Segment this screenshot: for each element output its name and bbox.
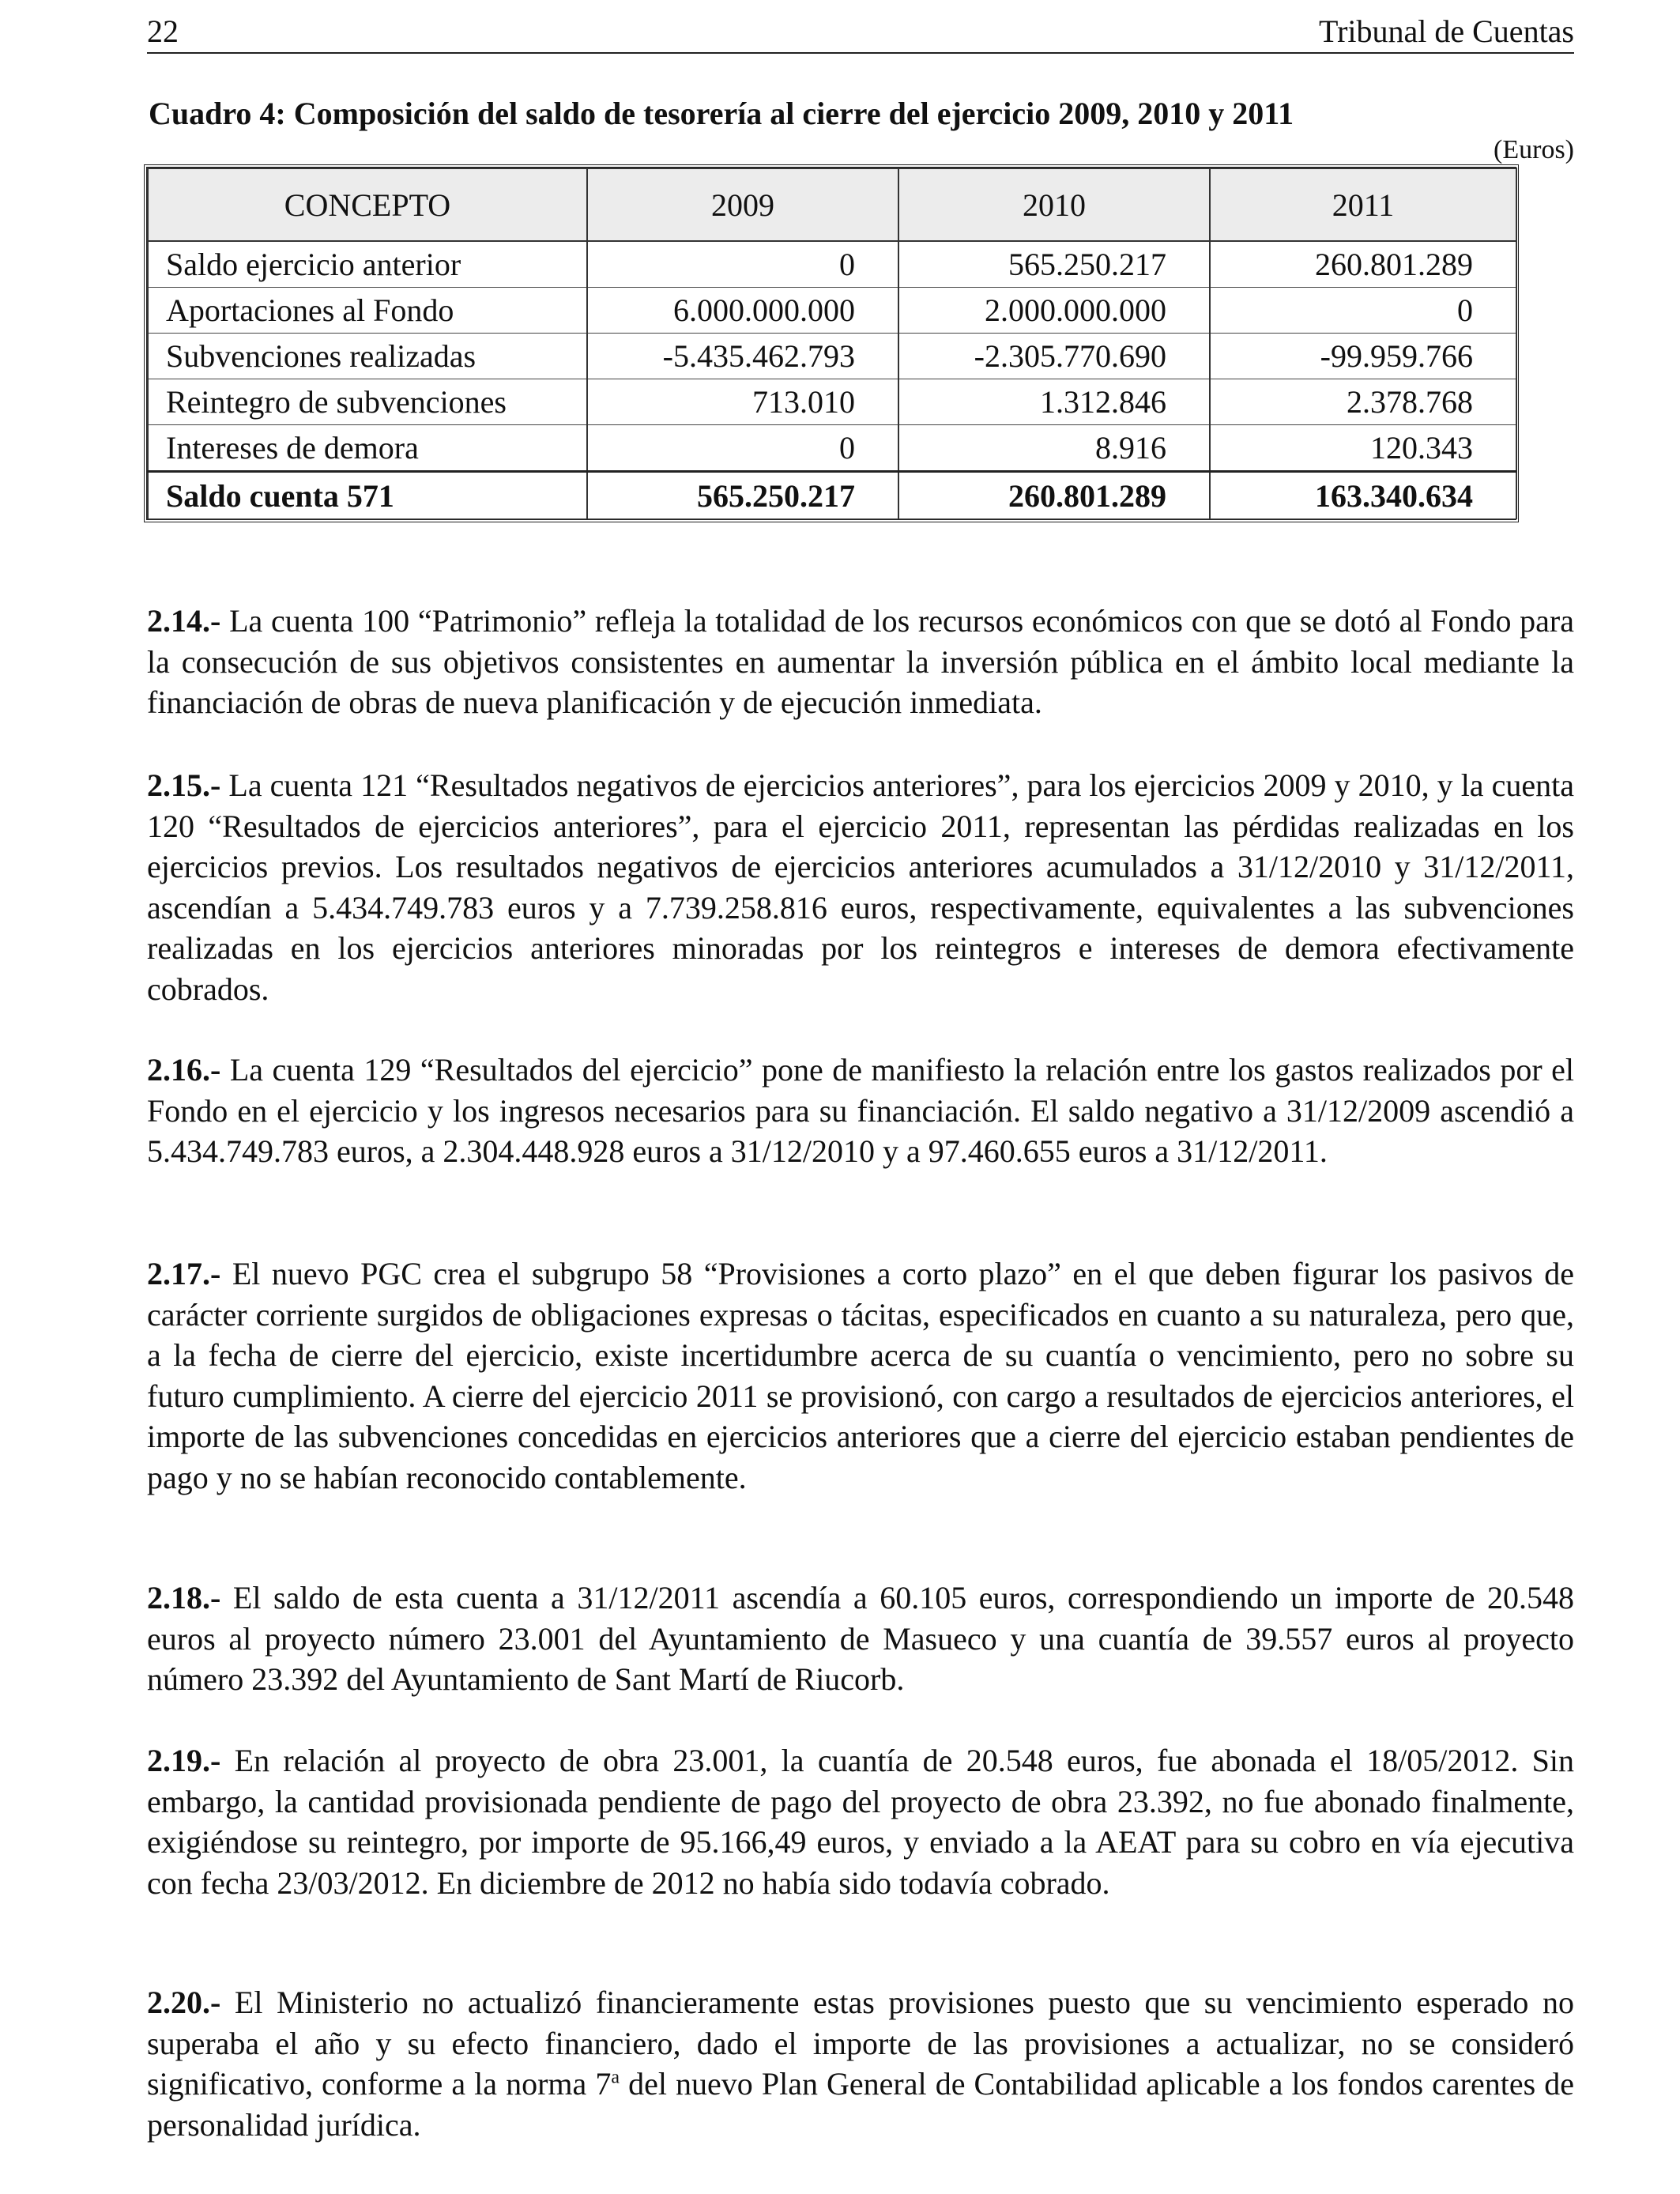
total-2010: 260.801.289 <box>898 472 1210 519</box>
total-2011: 163.340.634 <box>1210 472 1516 519</box>
row-label: Saldo ejercicio anterior <box>148 241 587 288</box>
treasury-balance-table <box>147 168 1517 519</box>
cell-2009: 6.000.000.000 <box>587 288 898 334</box>
cell-2011: 120.343 <box>1210 425 1516 472</box>
page-header <box>147 11 1574 54</box>
row-label: Aportaciones al Fondo <box>148 288 587 334</box>
cell-2010: -2.305.770.690 <box>898 334 1210 379</box>
column-header-concepto: CONCEPTO <box>148 168 587 241</box>
running-header-title: Tribunal de Cuentas <box>1319 13 1574 49</box>
cell-2011: 0 <box>1210 288 1516 334</box>
table-caption: Cuadro 4: Composición del saldo de tesorería al cierre del ejercicio 2009, 2010 y 2011 <box>149 96 1294 131</box>
table-row <box>148 425 1516 472</box>
paragraph-number: 2.15.- <box>147 767 221 803</box>
treasury-table-frame <box>144 164 1519 522</box>
paragraph-number: 2.17.- <box>147 1256 221 1291</box>
cell-2010: 8.916 <box>898 425 1210 472</box>
cell-2010: 2.000.000.000 <box>898 288 1210 334</box>
cell-2009: 0 <box>587 241 898 288</box>
cell-2009: 0 <box>587 425 898 472</box>
paragraph-2-16 <box>147 1050 1574 1172</box>
total-2009: 565.250.217 <box>587 472 898 519</box>
row-label: Subvenciones realizadas <box>148 334 587 379</box>
cell-2010: 1.312.846 <box>898 379 1210 425</box>
paragraph-text: La cuenta 100 “Patrimonio” refleja la totalidad de los recursos económicos con que se dotó al Fondo para la consecución de sus objetivos consistentes en aumentar la inversión pública en el ámbito local mediante la financiación de obras de nueva planificación y de ejecución inmediata. <box>147 603 1574 720</box>
paragraph-number: 2.19.- <box>147 1743 221 1778</box>
paragraph-2-17 <box>147 1253 1574 1498</box>
cell-2009: -5.435.462.793 <box>587 334 898 379</box>
cell-2011: 260.801.289 <box>1210 241 1516 288</box>
paragraph-text-continued: del nuevo Plan General de Contabilidad aplicable a los fondos carentes de personalidad jurídica. <box>147 2066 1575 2143</box>
cell-2010: 565.250.217 <box>898 241 1210 288</box>
total-label: Saldo cuenta 571 <box>148 472 587 519</box>
paragraph-2-18 <box>147 1578 1574 1700</box>
cell-2011: 2.378.768 <box>1210 379 1516 425</box>
cell-2011: -99.959.766 <box>1210 334 1516 379</box>
row-label: Reintegro de subvenciones <box>148 379 587 425</box>
table-header-row <box>148 168 1516 241</box>
row-label: Intereses de demora <box>148 425 587 472</box>
column-header-2009: 2009 <box>587 168 898 241</box>
paragraph-text: La cuenta 121 “Resultados negativos de ejercicios anteriores”, para los ejercicios 2009 y 2010, y la cuenta 120 “Resultados de ejercicios anteriores”, para el ejercicio 2011, representan las pérdidas realizadas en los ejercicios previos. Los resultados negativos de ejercicios anteriores acumulados a 31/12/2010 y 31/12/2011, ascendían a 5.434.749.783 euros y a 7.739.258.816 euros, respectivamente, equivalentes a las subvenciones realizadas en los ejercicios anteriores minoradas por los reintegros e intereses de demora efectivamente cobrados. <box>147 767 1574 1007</box>
paragraph-2-15 <box>147 765 1574 1009</box>
paragraph-number: 2.14.- <box>147 603 221 639</box>
table-total-row <box>148 472 1516 519</box>
paragraph-2-19 <box>147 1740 1574 1903</box>
superscript: a <box>611 2067 620 2088</box>
paragraph-2-20 <box>147 1982 1574 2145</box>
paragraph-number: 2.18.- <box>147 1580 221 1615</box>
table-row <box>148 288 1516 334</box>
table-row <box>148 241 1516 288</box>
cell-2009: 713.010 <box>587 379 898 425</box>
page-number: 22 <box>147 13 179 49</box>
table-units: (Euros) <box>1494 135 1574 164</box>
paragraph-text: El Ministerio no actualizó financieramente estas provisiones puesto que su vencimiento esperado no superaba el año y su efecto financiero, dado el importe de las provisiones a actualizar, no se consideró significativo, conforme a la norma 7 <box>147 1985 1575 2102</box>
column-header-2011: 2011 <box>1210 168 1516 241</box>
table-row <box>148 379 1516 425</box>
paragraph-text: El nuevo PGC crea el subgrupo 58 “Provisiones a corto plazo” en el que deben figurar los pasivos de carácter corriente surgidos de obligaciones expresas o tácitas, especificados en cuanto a su naturaleza, pero que, a la fecha de cierre del ejercicio, existe incertidumbre acerca de su cuantía o vencimiento, pero no sobre su futuro cumplimiento. A cierre del ejercicio 2011 se provisionó, con cargo a resultados de ejercicios anteriores, el importe de las subvenciones concedidas en ejercicios anteriores que a cierre del ejercicio estaban pendientes de pago y no se habían reconocido contablemente. <box>147 1256 1575 1495</box>
paragraph-text: El saldo de esta cuenta a 31/12/2011 ascendía a 60.105 euros, correspondiendo un importe de 20.548 euros al proyecto número 23.001 del Ayuntamiento de Masueco y una cuantía de 39.557 euros al proyecto número 23.392 del Ayuntamiento de Sant Martí de Riucorb. <box>147 1580 1575 1697</box>
paragraph-2-14 <box>147 601 1574 723</box>
paragraph-text: La cuenta 129 “Resultados del ejercicio” pone de manifiesto la relación entre los gastos realizados por el Fondo en el ejercicio y los ingresos necesarios para su financiación. El saldo negativo a 31/12/2009 ascendió a 5.434.749.783 euros, a 2.304.448.928 euros a 31/12/2010 y a 97.460.655 euros a 31/12/2011. <box>147 1052 1575 1169</box>
column-header-2010: 2010 <box>898 168 1210 241</box>
paragraph-number: 2.20.- <box>147 1985 221 2020</box>
table-row <box>148 334 1516 379</box>
paragraph-text: En relación al proyecto de obra 23.001, la cuantía de 20.548 euros, fue abonada el 18/05/2012. Sin embargo, la cantidad provisionada pendiente de pago del proyecto de obra 23.392, no fue abonado finalmente, exigiéndose su reintegro, por importe de 95.166,49 euros, y enviado a la AEAT para su cobro en vía ejecutiva con fecha 23/03/2012. En diciembre de 2012 no había sido todavía cobrado. <box>147 1743 1574 1901</box>
paragraph-number: 2.16.- <box>147 1052 221 1088</box>
